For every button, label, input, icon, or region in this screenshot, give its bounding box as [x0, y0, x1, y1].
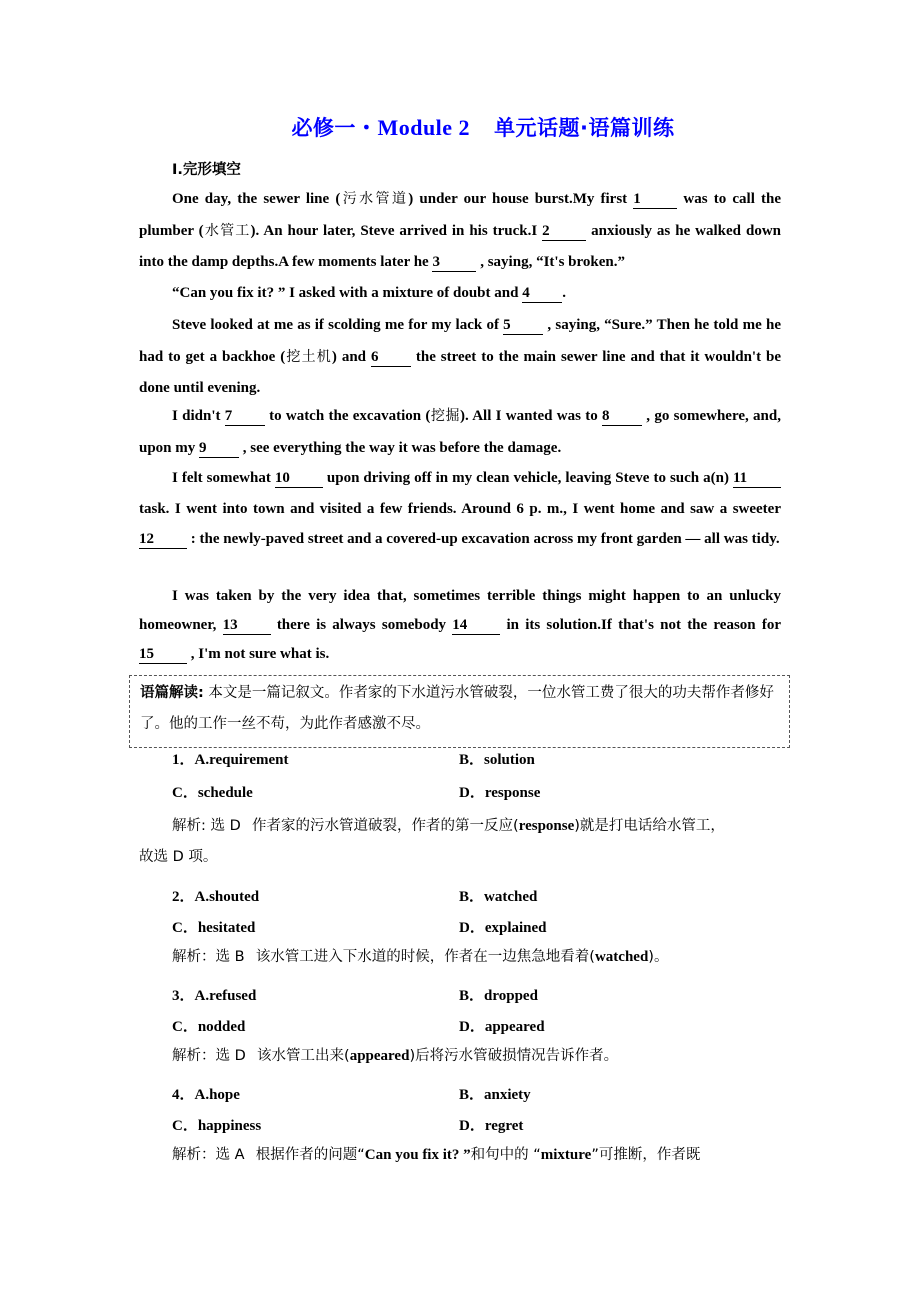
q4-option-d: D．regret	[459, 1118, 524, 1134]
blank-2: 2	[542, 222, 586, 241]
q4-option-c: C．happiness	[172, 1118, 262, 1134]
page-title	[0, 112, 920, 142]
blank-5: 5	[503, 316, 543, 335]
summary-label: 语篇解读:	[140, 685, 204, 701]
passage-summary-box	[129, 675, 790, 748]
blank-8: 8	[602, 407, 642, 426]
blank-10: 10	[275, 469, 323, 488]
blank-11: 11	[733, 469, 781, 488]
blank-6: 6	[371, 348, 411, 367]
section-heading: Ⅰ.完形填空	[172, 162, 241, 178]
q2-option-c: C．hesitated	[172, 920, 256, 936]
passage-paragraph-3: Steve looked at me as if scolding me for my lack of 5 , saying, “Sure.” Then he told me he had to get a backhoe (挖土机) and 6 the street to the main sewer line and that it wouldn't be done until evening.	[139, 317, 782, 396]
q3-option-b: B．dropped	[459, 988, 538, 1004]
q3-analysis: 解析：选 D 该水管工出来(appeared)后将污水管破损情况告诉作者。	[172, 1048, 619, 1064]
q1-option-b: B．solution	[459, 752, 535, 768]
q1-option-c: C．schedule	[172, 785, 253, 801]
q2-option-b: B．watched	[459, 889, 538, 905]
blank-3: 3	[432, 253, 476, 272]
blank-4: 4	[522, 284, 562, 303]
title-topic: 单元话题·语篇训练	[494, 116, 675, 140]
blank-14: 14	[452, 616, 500, 635]
blank-13: 13	[223, 616, 271, 635]
q2-option-a: 2．A.shouted	[172, 889, 260, 905]
passage-paragraph-4: I didn't 7 to watch the excavation (挖掘). All I wanted was to 8 , go somewhere, and, upon my 9 , see everything the way it was before the damage.	[139, 408, 781, 456]
blank-1: 1	[633, 190, 677, 209]
q4-option-b: B．anxiety	[459, 1087, 531, 1103]
q2-analysis: 解析：选 B 该水管工进入下水道的时候，作者在一边焦急地看着(watched)。	[172, 949, 669, 965]
blank-12: 12	[139, 530, 187, 549]
q3-option-a: 3．A.refused	[172, 988, 257, 1004]
title-module: Module 2	[377, 115, 471, 140]
q1-analysis: 解析: 选 D 作者家的污水管道破裂，作者的第一反应(response)就是打电话给水管工， 故选 D 项。	[139, 818, 725, 865]
passage-paragraph-1: One day, the sewer line (污水管道) under our house burst.My first 1 was to call the plumber (水管工). An hour later, Steve arrived in his truck.I 2 anxiously as he walked down into the damp depths.A few moments later he 3 , saying, “It's broken.”	[139, 191, 782, 270]
q4-option-a: 4．A.hope	[172, 1087, 240, 1103]
q3-option-d: D．appeared	[459, 1019, 545, 1035]
blank-15: 15	[139, 645, 187, 664]
q1-option-a: 1．A.requirement	[172, 752, 289, 768]
summary-text: 语篇解读: 本文是一篇记叙文。作者家的下水道污水管破裂，一位水管工费了很大的功夫帮作者修好了。他的工作一丝不苟，为此作者感激不尽。	[140, 685, 774, 732]
q4-analysis: 解析：选 A 根据作者的问题“Can you fix it? ”和句中的 “mixture”可推断，作者既	[172, 1147, 701, 1163]
q1-option-d: D．response	[459, 785, 541, 801]
blank-7: 7	[225, 407, 265, 426]
q3-option-c: C．nodded	[172, 1019, 246, 1035]
title-volume: 必修一・	[291, 116, 378, 140]
blank-9: 9	[199, 439, 239, 458]
passage-paragraph-2: “Can you fix it? ” I asked with a mixture of doubt and 4 .	[172, 285, 566, 301]
passage-paragraph-5: I felt somewhat 10 upon driving off in my clean vehicle, leaving Steve to such a(n) 11 task. I went into town and visited a few friends. Around 6 p. m., I went home and saw a sweeter 12 : the newly-paved street and a covered-up excavation across my front garden — all was tidy.	[139, 470, 781, 547]
q2-option-d: D．explained	[459, 920, 547, 936]
passage-paragraph-6: I was taken by the very idea that, sometimes terrible things might happen to an unlucky homeowner, 13 there is always somebody 14 in its solution.If that's not the reason for 15 , I'm not sure what is.	[139, 588, 782, 662]
